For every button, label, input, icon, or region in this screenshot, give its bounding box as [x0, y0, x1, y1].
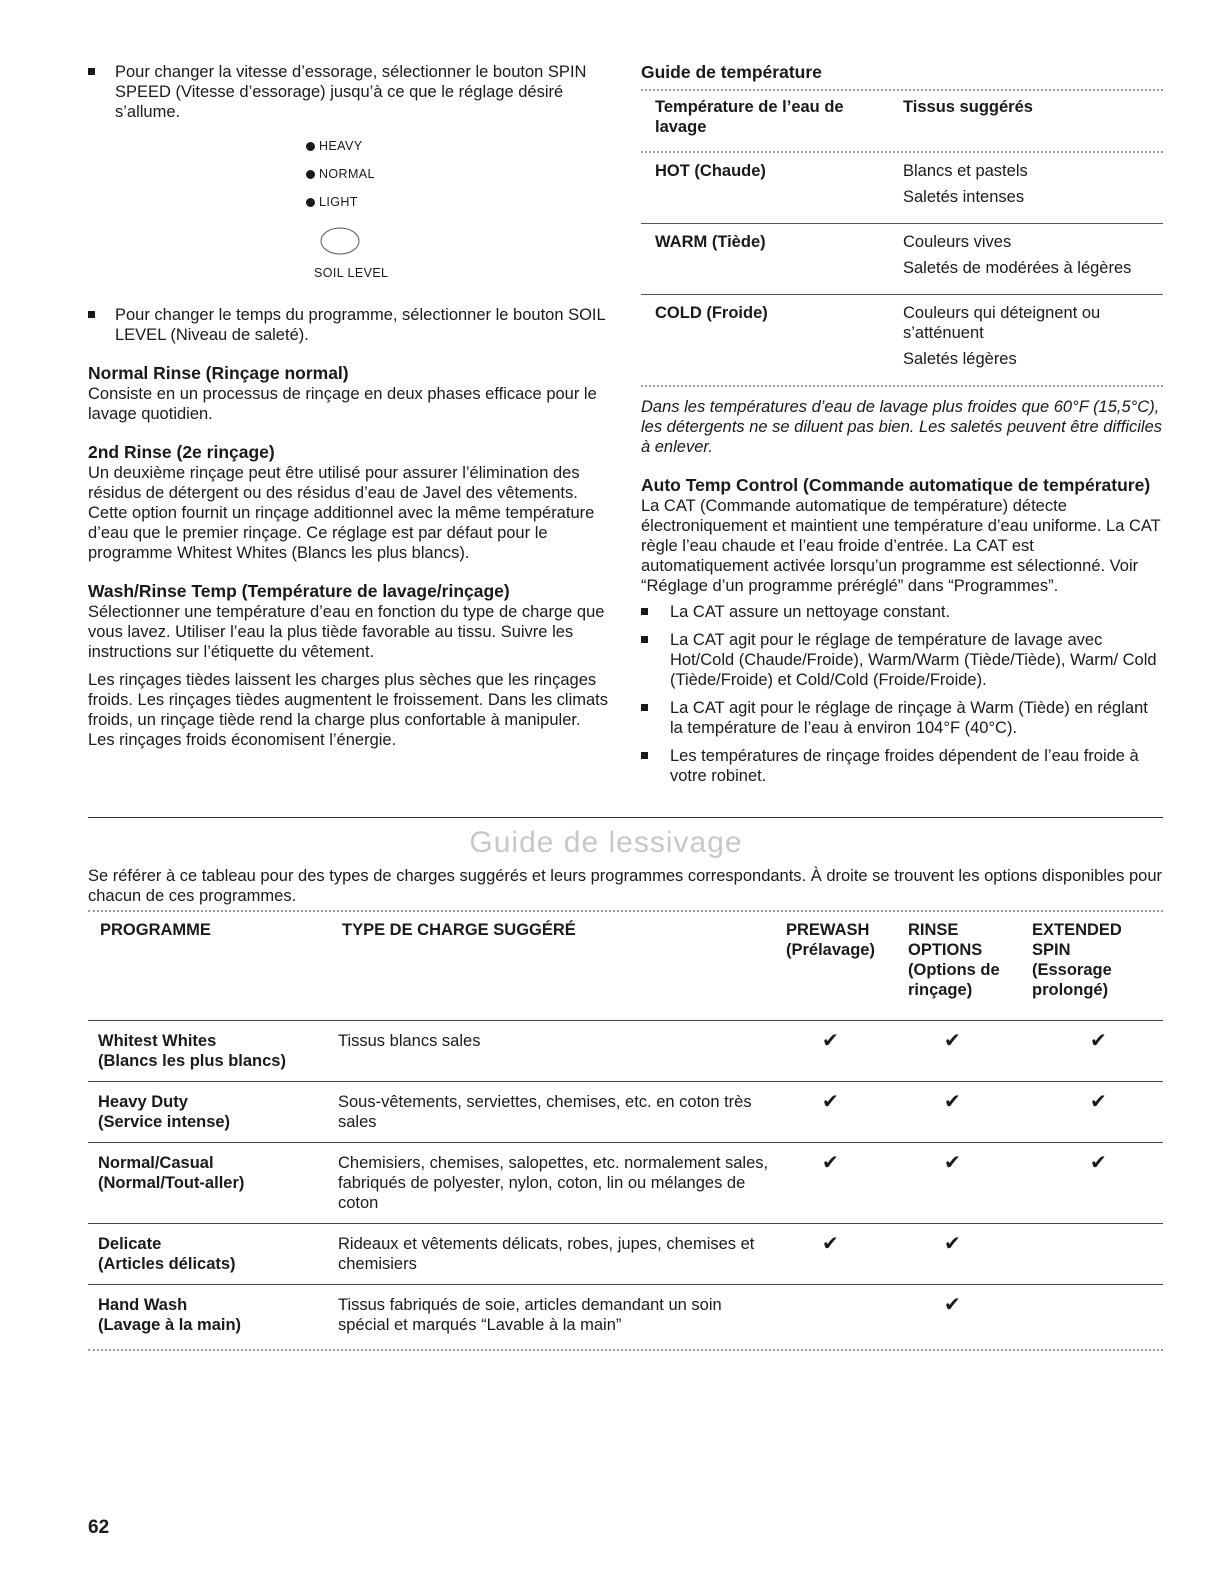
- temperature-row-warm: [641, 224, 1163, 295]
- guide-row-delicate: [88, 1224, 1163, 1285]
- soil-level-bullet: [88, 305, 608, 345]
- temperature-row-hot: [641, 153, 1163, 224]
- square-bullet-icon: [641, 704, 648, 711]
- square-bullet-icon: [641, 608, 648, 615]
- fabric-item: Saletés intenses: [903, 188, 1025, 206]
- section-divider: [88, 817, 1163, 818]
- header-rinse-line: (Options de: [908, 961, 1000, 979]
- temp-fabrics: [889, 224, 1163, 295]
- laundry-guide-intro: Se référer à ce tableau pour des types de charges suggérés et leurs programmes correspondants. À droite se trouvent les options disponibles pour chacun de ces programmes.: [88, 867, 1163, 905]
- header-wash-temp: Température de l’eau de lavage: [655, 98, 844, 136]
- soil-level-text: Pour changer le temps du programme, sélectionner le bouton SOIL LEVEL (Niveau de saleté).: [115, 306, 606, 344]
- programme-name-fr: (Service intense): [98, 1113, 231, 1131]
- programme-cell: [88, 1143, 328, 1224]
- spin-check-icon: ✔: [1026, 1082, 1163, 1143]
- spin-speed-bullet: [88, 62, 608, 122]
- guide-row-hand-wash: [88, 1285, 1163, 1350]
- normal-rinse-section: [88, 363, 608, 424]
- load-type-cell: Chemisiers, chemises, salopettes, etc. normalement sales, fabriqués de polyester, nylon, coton, lin ou mélanges de coton: [328, 1143, 780, 1224]
- header-fabrics: Tissus suggérés: [903, 98, 1033, 116]
- spin-check-icon: ✔: [1026, 1143, 1163, 1224]
- programme-name: Heavy Duty: [98, 1093, 188, 1111]
- temp-name: HOT (Chaude): [641, 153, 889, 224]
- programme-name-fr: (Normal/Tout-aller): [98, 1174, 245, 1192]
- fabric-item: Saletés légères: [903, 350, 1017, 368]
- programme-cell: [88, 1021, 328, 1082]
- square-bullet-icon: [641, 752, 648, 759]
- spin-speed-options: [306, 132, 608, 216]
- programme-name: Normal/Casual: [98, 1154, 214, 1172]
- square-bullet-icon: [641, 636, 648, 643]
- load-type-cell: Tissus fabriqués de soie, articles demandant un soin spécial et marqués “Lavable à la main”: [338, 1296, 722, 1334]
- header-prewash: [780, 912, 902, 1020]
- dotted-divider: [88, 1349, 1163, 1351]
- header-rinse-options: [902, 912, 1026, 1020]
- second-rinse-heading: 2nd Rinse (2e rinçage): [88, 442, 275, 462]
- laundry-guide-table-wrap: [88, 910, 1163, 1351]
- spin-option-label: NORMAL: [319, 167, 375, 181]
- spin-check-icon: ✔: [1026, 1021, 1163, 1082]
- spin-check-icon: [1026, 1285, 1163, 1350]
- page-number: 62: [88, 1517, 110, 1538]
- programme-name-fr: (Articles délicats): [98, 1255, 236, 1273]
- indicator-dot-icon: [306, 198, 315, 207]
- spin-option-light: [306, 188, 608, 216]
- spin-option-heavy: [306, 132, 608, 160]
- header-spin-line: prolongé): [1032, 981, 1109, 999]
- temp-fabrics: [889, 153, 1163, 224]
- auto-temp-bullet: [641, 698, 1163, 738]
- indicator-dot-icon: [306, 142, 315, 151]
- auto-temp-bullet: [641, 630, 1163, 690]
- temperature-table-header-row: [641, 91, 1163, 151]
- temp-name: WARM (Tiède): [641, 224, 889, 295]
- second-rinse-section: [88, 442, 608, 563]
- spin-speed-text: Pour changer la vitesse d’essorage, sélectionner le bouton SPIN SPEED (Vitesse d’essorage) jusqu’à ce que le réglage désiré s’allume.: [115, 63, 587, 121]
- soil-level-label: SOIL LEVEL: [314, 266, 389, 280]
- header-load-type: TYPE DE CHARGE SUGGÉRÉ: [342, 921, 576, 939]
- dotted-divider: [641, 385, 1163, 387]
- guide-header-row: [88, 912, 1163, 1020]
- auto-temp-heading: Auto Temp Control (Commande automatique de température): [641, 475, 1151, 495]
- square-bullet-icon: [88, 311, 95, 318]
- square-bullet-icon: [88, 68, 95, 75]
- fabric-item: Couleurs qui déteignent ou s’atténuent: [903, 304, 1101, 342]
- programme-cell: [88, 1224, 328, 1285]
- prewash-check-icon: ✔: [780, 1143, 902, 1224]
- prewash-check-icon: ✔: [780, 1082, 902, 1143]
- temperature-guide-table: [641, 91, 1163, 385]
- second-rinse-text: Un deuxième rinçage peut être utilisé pour assurer l’élimination des résidus de détergent ou des résidus d’eau de Javel des vêtements. Cette option fournit un rinçage additionnel avec la même température d’eau que le premier rinçage. Ce réglage est par défaut pour le programme Whitest Whites (Blancs les plus blancs).: [88, 464, 595, 562]
- spin-check-icon: [1026, 1224, 1163, 1285]
- programme-name: Whitest Whites: [98, 1032, 217, 1050]
- wash-rinse-temp-text-2: Les rinçages tièdes laissent les charges plus sèches que les rinçages froids. Les rinçages tièdes augmentent le froissement. Dans les climats froids, un rinçage tiède rend la charge plus confortable à manipuler. Les rinçages froids économisent l’énergie.: [88, 671, 608, 749]
- rinse-check-icon: ✔: [944, 1294, 961, 1316]
- programme-name: Delicate: [98, 1235, 162, 1253]
- rinse-check-icon: ✔: [902, 1224, 1026, 1285]
- prewash-check-icon: ✔: [780, 1224, 902, 1285]
- indicator-dot-icon: [306, 170, 315, 179]
- programme-cell: [88, 1082, 328, 1143]
- right-column: [641, 62, 1163, 794]
- temperature-row-cold: [641, 295, 1163, 386]
- spin-option-label: LIGHT: [319, 195, 358, 209]
- programme-name-fr: (Blancs les plus blancs): [98, 1052, 286, 1070]
- header-spin-line: EXTENDED SPIN: [1032, 921, 1122, 959]
- rinse-check-icon: ✔: [902, 1021, 1026, 1082]
- guide-row-heavy-duty: [88, 1082, 1163, 1143]
- rinse-check-icon: ✔: [902, 1082, 1026, 1143]
- wash-rinse-temp-text-1: Sélectionner une température d’eau en fonction du type de charge que vous lavez. Utiliser l’eau la plus tiède favorable au tissu. Suivre les instructions sur l’étiquette du vêtement.: [88, 603, 605, 661]
- auto-temp-bullet-text: Les températures de rinçage froides dépendent de l’eau froide à votre robinet.: [670, 747, 1139, 785]
- guide-row-normal-casual: [88, 1143, 1163, 1224]
- header-rinse-line: rinçage): [908, 981, 973, 999]
- programme-name-fr: (Lavage à la main): [98, 1316, 242, 1334]
- temperature-guide-heading: Guide de température: [641, 62, 822, 82]
- header-rinse-line: RINSE: [908, 921, 959, 939]
- load-type-cell: Rideaux et vêtements délicats, robes, jupes, chemises et chemisiers: [328, 1224, 780, 1285]
- rinse-check-icon: ✔: [902, 1143, 1026, 1224]
- wash-rinse-temp-heading: Wash/Rinse Temp (Température de lavage/rinçage): [88, 581, 510, 601]
- auto-temp-section: [641, 475, 1163, 786]
- load-type-cell: Tissus blancs sales: [328, 1021, 780, 1082]
- temp-name: COLD (Froide): [655, 304, 768, 322]
- spin-option-label: HEAVY: [319, 139, 363, 153]
- soil-level-button-icon: [318, 226, 362, 256]
- cold-temperature-note: Dans les températures d’eau de lavage plus froides que 60°F (15,5°C), les détergents ne se diluent pas bien. Les saletés peuvent être difficiles à enlever.: [641, 398, 1162, 456]
- laundry-guide-heading: Guide de lessivage: [469, 826, 743, 859]
- left-column: [88, 62, 608, 750]
- header-prewash-line: (Prélavage): [786, 941, 875, 959]
- laundry-guide-table: [88, 912, 1163, 1349]
- header-spin-line: (Essorage: [1032, 961, 1112, 979]
- fabric-item: Saletés de modérées à légères: [903, 259, 1132, 277]
- auto-temp-bullets: [641, 602, 1163, 786]
- fabric-item: Couleurs vives: [903, 233, 1012, 251]
- load-type-cell: Sous-vêtements, serviettes, chemises, etc. en coton très sales: [328, 1082, 780, 1143]
- auto-temp-text: La CAT (Commande automatique de température) détecte électroniquement et maintient une température d’eau uniforme. La CAT règle l’eau chaude et l’eau froide d’entrée. La CAT est automatiquement activée lorsqu’un programme est sélectionné. Voir “Réglage d’un programme préréglé” dans “Programmes”.: [641, 497, 1161, 595]
- normal-rinse-heading: Normal Rinse (Rinçage normal): [88, 363, 349, 383]
- auto-temp-bullet-text: La CAT agit pour le réglage de température de lavage avec Hot/Cold (Chaude/Froide), Warm/Warm (Tiède/Tiède), Warm/ Cold (Tiède/Froide) et Cold/Cold (Froide/Froide).: [670, 631, 1157, 689]
- fabric-item: Blancs et pastels: [903, 162, 1028, 180]
- wash-rinse-temp-section: [88, 581, 608, 750]
- header-extended-spin: [1026, 912, 1163, 1020]
- header-prewash-line: PREWASH: [786, 921, 870, 939]
- programme-cell: [88, 1285, 328, 1350]
- prewash-check-icon: [780, 1285, 902, 1350]
- temp-fabrics: [889, 295, 1163, 386]
- programme-name: Hand Wash: [98, 1296, 188, 1314]
- spin-option-normal: [306, 160, 608, 188]
- prewash-check-icon: ✔: [780, 1021, 902, 1082]
- guide-row-whitest-whites: [88, 1021, 1163, 1082]
- auto-temp-bullet-text: La CAT assure un nettoyage constant.: [670, 603, 951, 621]
- header-rinse-line: OPTIONS: [908, 941, 983, 959]
- auto-temp-bullet-text: La CAT agit pour le réglage de rinçage à Warm (Tiède) en réglant la température de l’eau à environ 104°F (40°C).: [670, 699, 1148, 737]
- auto-temp-bullet: [641, 746, 1163, 786]
- auto-temp-bullet: [641, 602, 1163, 622]
- header-programme: PROGRAMME: [100, 921, 211, 939]
- normal-rinse-text: Consiste en un processus de rinçage en deux phases efficace pour le lavage quotidien.: [88, 385, 597, 423]
